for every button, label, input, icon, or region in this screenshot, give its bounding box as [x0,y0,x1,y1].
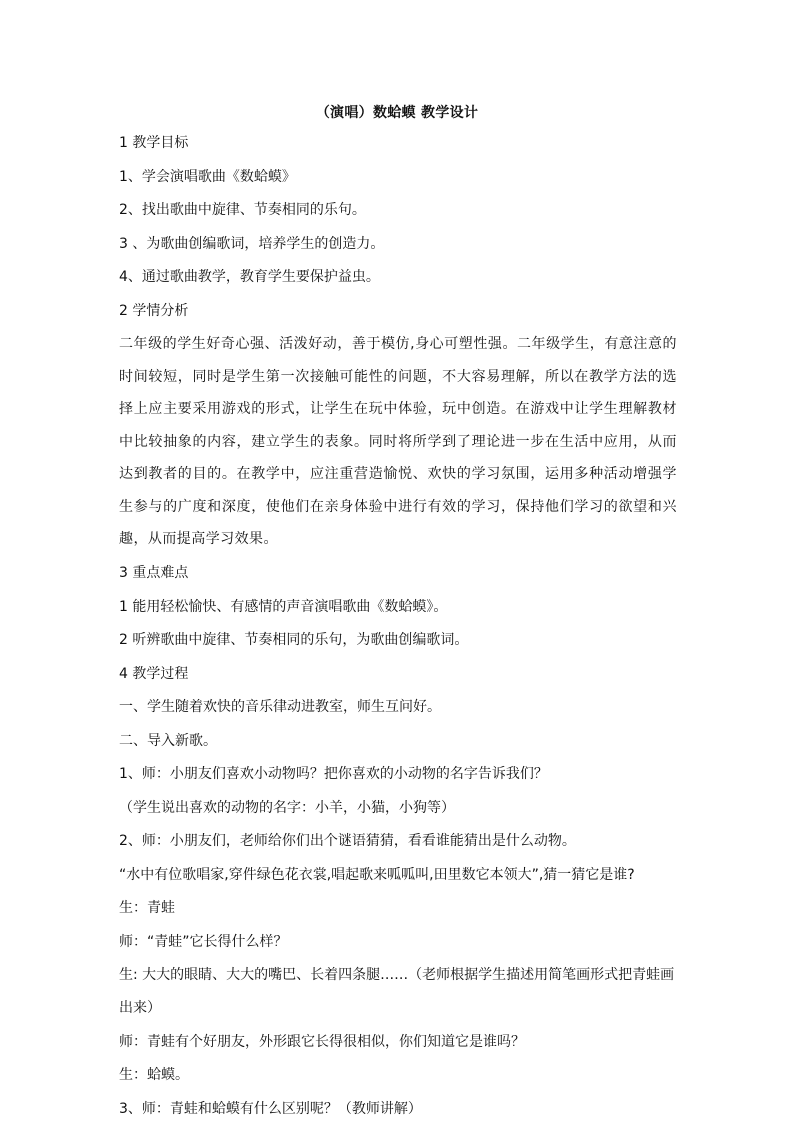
section-heading-goals: 1 教学目标 [119,135,189,151]
dialogue-line: 师：青蛙有个好朋友，外形跟它长得很相似，你们知道它是谁吗？ [119,1033,525,1050]
process-step: 3、师：青蛙和蛤蟆有什么区别呢？（教师讲解） [119,1100,422,1117]
process-step: 一、学生随着欢快的音乐律动进教室，师生互问好。 [119,699,441,715]
dialogue-line: 师：“青蛙”它长得什么样？ [119,933,288,950]
document-body [119,133,677,1132]
document-title: （演唱）数蛤蟆 教学设计 [315,105,479,121]
section-heading-analysis: 2 学情分析 [119,302,189,319]
process-step: （学生说出喜欢的动物的名字：小羊，小猫，小狗等） [119,799,455,816]
section-heading-process: 4 教学过程 [119,665,189,682]
key-point-item: 1 能用轻松愉快、有感情的声音演唱歌曲《数蛤蟆》。 [119,598,448,615]
analysis-paragraph: 二年级的学生好奇心强、活泼好动，善于模仿,身心可塑性强。二年级学生，有意注意的时间较短，同时是学生第一次接触可能性的问题，不大容易理解，所以在教学方法的选择上应主要采用游戏的形式，让学生在玩中体验，玩中创造。在游戏中让学生理解教材中比较抽象的内容，建立学生的表象。同时将所学到了理论进一步在生活中应用，从而达到教者的目的。在教学中，应注重营造愉悦、欢快的学习氛围，运用多种活动增强学生参与的广度和深度，使他们在亲身体验中进行有效的学习，保持他们学习的欲望和兴趣，从而提高学习效果。 [119,336,677,547]
goal-item: 2、找出歌曲中旋律、节奏相同的乐句。 [119,202,366,218]
key-point-item: 2 听辨歌曲中旋律、节奏相同的乐句，为歌曲创编歌词。 [119,632,469,648]
process-step: 2、师：小朋友们，老师给你们出个谜语猜猜，看看谁能猜出是什么动物。 [119,833,576,849]
goal-item: 3 、为歌曲创编歌词，培养学生的创造力。 [119,235,385,252]
dialogue-line: 生: 大大的眼睛、大大的嘴巴、长着四条腿……（老师根据学生描述用简笔画形式把青蛙画出来） [119,967,675,1016]
riddle-line: “水中有位歌唱家,穿件绿色花衣裳,唱起歌来呱呱叫,田里数它本领大”,猜一猜它是谁? [119,866,635,883]
goal-item: 1、学会演唱歌曲《数蛤蟆》 [119,168,296,185]
dialogue-line: 生：青蛙 [119,900,175,916]
section-heading-key-points: 3 重点难点 [119,565,189,581]
process-step: 1、师：小朋友们喜欢小动物吗？把你喜欢的小动物的名字告诉我们？ [119,766,548,782]
process-step: 二、导入新歌。 [119,732,217,749]
dialogue-line: 生：蛤蟆。 [119,1067,189,1083]
goal-item: 4、通过歌曲教学，教育学生要保护益虫。 [119,269,380,285]
